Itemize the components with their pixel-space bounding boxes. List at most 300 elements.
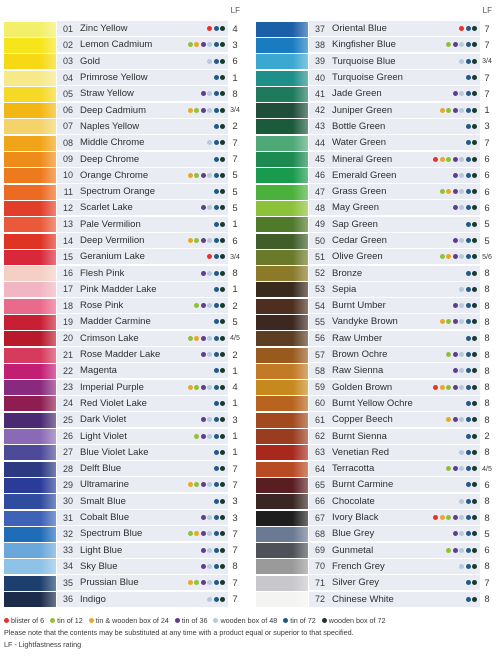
availability-dot-icon xyxy=(472,385,477,390)
right-column xyxy=(256,0,494,608)
availability-dots xyxy=(214,222,226,227)
color-swatch xyxy=(4,576,56,591)
color-swatch xyxy=(256,543,308,558)
availability-dot-icon xyxy=(472,548,477,553)
color-swatch xyxy=(4,87,56,102)
availability-dot-icon xyxy=(220,597,225,602)
availability-dot-icon xyxy=(472,222,477,227)
lightfastness-rating: 7 xyxy=(232,154,238,166)
availability-dot-icon xyxy=(194,434,199,439)
availability-dot-icon xyxy=(214,254,219,259)
color-swatch xyxy=(4,380,56,395)
availability-dot-icon xyxy=(446,157,451,162)
color-row xyxy=(4,575,242,591)
color-name: Deep Cadmium xyxy=(80,104,146,116)
left-column xyxy=(4,0,242,608)
availability-dots xyxy=(214,466,226,471)
color-label-bar xyxy=(309,152,480,168)
availability-dot-icon xyxy=(220,580,225,585)
color-name: Rose Madder Lake xyxy=(80,349,161,361)
color-label-bar xyxy=(309,396,480,412)
color-swatch xyxy=(256,559,308,574)
color-name: Spectrum Blue xyxy=(80,528,143,540)
color-name: Sky Blue xyxy=(80,560,118,572)
color-name: Oriental Blue xyxy=(332,23,387,35)
availability-dots xyxy=(440,108,478,113)
color-row xyxy=(4,54,242,70)
availability-dot-icon xyxy=(466,124,471,129)
availability-dot-icon xyxy=(214,26,219,31)
legend-item xyxy=(175,616,208,625)
availability-dot-icon xyxy=(220,75,225,80)
color-number: 51 xyxy=(314,251,325,262)
availability-dot-icon xyxy=(220,173,225,178)
availability-dot-icon xyxy=(220,238,225,243)
availability-dot-icon xyxy=(214,385,219,390)
availability-dot-icon xyxy=(201,482,206,487)
color-swatch xyxy=(256,462,308,477)
availability-dot-icon xyxy=(472,515,477,520)
lightfastness-rating: 8 xyxy=(484,414,490,426)
color-name: Turquoise Blue xyxy=(332,55,396,67)
availability-dot-icon xyxy=(214,108,219,113)
availability-dot-icon xyxy=(220,287,225,292)
color-label-bar xyxy=(57,249,228,265)
availability-dot-icon xyxy=(440,319,445,324)
color-row xyxy=(256,428,494,444)
color-label-bar xyxy=(57,331,228,347)
color-label-bar xyxy=(309,168,480,184)
color-name: Scarlet Lake xyxy=(80,202,133,214)
lightfastness-rating: 3 xyxy=(232,496,238,508)
availability-dot-icon xyxy=(220,352,225,357)
availability-dot-icon xyxy=(466,189,471,194)
color-row xyxy=(256,331,494,347)
color-swatch xyxy=(256,429,308,444)
color-name: Deep Chrome xyxy=(80,153,140,165)
availability-dot-icon xyxy=(459,385,464,390)
availability-dot-icon xyxy=(466,417,471,422)
availability-dot-icon xyxy=(466,368,471,373)
lightfastness-rating: 6 xyxy=(232,56,238,68)
color-swatch xyxy=(256,527,308,542)
availability-dot-icon xyxy=(472,124,477,129)
availability-dot-icon xyxy=(459,173,464,178)
availability-dot-icon xyxy=(466,59,471,64)
availability-dot-icon xyxy=(207,336,212,341)
color-name: Raw Sienna xyxy=(332,365,384,377)
legend-label: tin of 36 xyxy=(181,616,208,625)
lightfastness-rating: 4 xyxy=(232,23,238,35)
availability-dots xyxy=(201,91,226,96)
color-row xyxy=(256,282,494,298)
availability-dots xyxy=(214,157,226,162)
lightfastness-rating: 2 xyxy=(232,349,238,361)
availability-dot-icon xyxy=(472,271,477,276)
color-label-bar xyxy=(57,54,228,70)
color-number: 14 xyxy=(62,235,73,246)
availability-dot-icon xyxy=(472,157,477,162)
color-name: Sap Green xyxy=(332,218,378,230)
color-label-bar xyxy=(309,559,480,575)
availability-dot-icon xyxy=(453,548,458,553)
color-label-bar xyxy=(309,233,480,249)
lightfastness-rating: 3 xyxy=(232,414,238,426)
color-number: 67 xyxy=(314,512,325,523)
color-label-bar xyxy=(57,86,228,102)
color-number: 52 xyxy=(314,268,325,279)
color-number: 49 xyxy=(314,219,325,230)
color-swatch xyxy=(4,234,56,249)
color-row xyxy=(256,477,494,493)
availability-dot-icon xyxy=(220,189,225,194)
availability-dot-icon xyxy=(472,434,477,439)
availability-dots xyxy=(201,352,226,357)
color-swatch xyxy=(256,87,308,102)
availability-dot-icon xyxy=(459,368,464,373)
color-label-bar xyxy=(309,461,480,477)
color-swatch xyxy=(256,250,308,265)
availability-dot-icon xyxy=(472,26,477,31)
lightfastness-rating: 4/5 xyxy=(230,335,240,343)
availability-dot-icon xyxy=(194,108,199,113)
color-swatch xyxy=(4,54,56,69)
color-name: Gunmetal xyxy=(332,544,374,556)
lightfastness-rating: 2 xyxy=(232,121,238,133)
color-number: 08 xyxy=(62,137,73,148)
color-row xyxy=(256,119,494,135)
availability-dots xyxy=(459,59,477,64)
color-number: 41 xyxy=(314,88,325,99)
color-row xyxy=(256,70,494,86)
color-swatch xyxy=(256,348,308,363)
availability-dot-icon xyxy=(214,42,219,47)
availability-dot-icon xyxy=(466,140,471,145)
color-label-bar xyxy=(309,347,480,363)
color-name: Red Violet Lake xyxy=(80,397,147,409)
lightfastness-rating: 7 xyxy=(232,577,238,589)
availability-dot-icon xyxy=(207,26,212,31)
availability-dot-icon xyxy=(459,548,464,553)
color-row xyxy=(256,37,494,53)
color-number: 26 xyxy=(62,431,73,442)
availability-dot-icon xyxy=(207,91,212,96)
color-swatch xyxy=(256,592,308,607)
availability-dot-icon xyxy=(459,303,464,308)
color-number: 27 xyxy=(62,447,73,458)
availability-dot-icon xyxy=(433,515,438,520)
color-label-bar xyxy=(57,575,228,591)
availability-dots xyxy=(466,597,478,602)
color-label-bar xyxy=(57,396,228,412)
color-label-bar xyxy=(309,494,480,510)
availability-dot-icon xyxy=(220,401,225,406)
availability-dot-icon xyxy=(446,189,451,194)
color-name: Indigo xyxy=(80,593,106,605)
color-number: 57 xyxy=(314,349,325,360)
color-row xyxy=(256,21,494,37)
color-number: 30 xyxy=(62,496,73,507)
color-row xyxy=(4,168,242,184)
lightfastness-rating: 7 xyxy=(484,39,490,51)
color-swatch xyxy=(4,71,56,86)
lightfastness-rating: 5/6 xyxy=(482,253,492,261)
color-number: 24 xyxy=(62,398,73,409)
legend-label: wooden box of 72 xyxy=(328,616,386,625)
availability-dot-icon xyxy=(453,173,458,178)
color-row xyxy=(4,526,242,542)
lightfastness-rating: 3 xyxy=(232,39,238,51)
color-number: 65 xyxy=(314,479,325,490)
color-label-bar xyxy=(309,477,480,493)
legend-label: tin of 72 xyxy=(290,616,316,625)
color-row xyxy=(4,396,242,412)
lightfastness-rating: 1 xyxy=(484,105,490,117)
lightfastness-rating: 5 xyxy=(232,186,238,198)
color-label-bar xyxy=(57,347,228,363)
color-swatch xyxy=(4,266,56,281)
availability-dot-icon xyxy=(214,564,219,569)
lightfastness-rating: 7 xyxy=(484,137,490,149)
color-number: 37 xyxy=(314,23,325,34)
availability-dot-icon xyxy=(453,91,458,96)
color-swatch xyxy=(256,315,308,330)
color-row xyxy=(256,543,494,559)
color-swatch xyxy=(4,445,56,460)
availability-dot-icon xyxy=(459,108,464,113)
color-row xyxy=(4,200,242,216)
availability-dots xyxy=(214,319,226,324)
color-name: Straw Yellow xyxy=(80,88,134,100)
color-label-bar xyxy=(57,103,228,119)
availability-dot-icon xyxy=(207,140,212,145)
color-label-bar xyxy=(57,37,228,53)
availability-dot-icon xyxy=(207,580,212,585)
color-swatch xyxy=(256,136,308,151)
availability-dots xyxy=(446,352,477,357)
color-name: Light Blue xyxy=(80,544,123,556)
lightfastness-rating: 7 xyxy=(232,463,238,475)
color-swatch xyxy=(256,22,308,37)
color-number: 53 xyxy=(314,284,325,295)
availability-dot-icon xyxy=(194,336,199,341)
color-row xyxy=(256,494,494,510)
availability-dots xyxy=(466,580,478,585)
availability-dot-icon xyxy=(466,205,471,210)
availability-dots xyxy=(459,450,477,455)
color-label-bar xyxy=(57,184,228,200)
availability-dot-icon xyxy=(466,91,471,96)
availability-dot-icon xyxy=(459,417,464,422)
availability-dot-icon xyxy=(440,157,445,162)
color-name: Mineral Green xyxy=(332,153,393,165)
availability-dot-icon xyxy=(220,319,225,324)
color-label-bar xyxy=(57,526,228,542)
color-number: 22 xyxy=(62,365,73,376)
availability-dot-icon xyxy=(194,482,199,487)
color-name: May Green xyxy=(332,202,379,214)
color-swatch xyxy=(4,282,56,297)
color-name: Ultramarine xyxy=(80,479,130,491)
legend-dot-icon xyxy=(322,618,327,623)
availability-dot-icon xyxy=(214,157,219,162)
availability-dot-icon xyxy=(472,254,477,259)
color-number: 70 xyxy=(314,561,325,572)
availability-dot-icon xyxy=(201,385,206,390)
color-number: 64 xyxy=(314,463,325,474)
color-number: 21 xyxy=(62,349,73,360)
color-label-bar xyxy=(57,494,228,510)
availability-dots xyxy=(207,26,225,31)
availability-dot-icon xyxy=(466,580,471,585)
availability-dot-icon xyxy=(459,26,464,31)
availability-dot-icon xyxy=(201,205,206,210)
color-row xyxy=(4,412,242,428)
availability-dot-icon xyxy=(440,108,445,113)
color-label-bar xyxy=(309,184,480,200)
availability-dots xyxy=(201,515,226,520)
availability-dots xyxy=(207,597,225,602)
color-name: Imperial Purple xyxy=(80,381,144,393)
availability-dot-icon xyxy=(440,385,445,390)
color-name: Burnt Yellow Ochre xyxy=(332,397,413,409)
availability-dot-icon xyxy=(459,352,464,357)
availability-dot-icon xyxy=(214,91,219,96)
color-row xyxy=(256,86,494,102)
color-swatch xyxy=(256,494,308,509)
availability-dot-icon xyxy=(194,580,199,585)
availability-dot-icon xyxy=(220,140,225,145)
color-swatch xyxy=(256,38,308,53)
lightfastness-rating: 8 xyxy=(484,561,490,573)
color-swatch xyxy=(256,299,308,314)
color-number: 46 xyxy=(314,170,325,181)
availability-dot-icon xyxy=(201,352,206,357)
color-row xyxy=(4,331,242,347)
availability-dot-icon xyxy=(207,238,212,243)
availability-dot-icon xyxy=(453,157,458,162)
color-label-bar xyxy=(309,21,480,37)
color-row xyxy=(4,314,242,330)
color-row xyxy=(256,151,494,167)
color-name: Spectrum Orange xyxy=(80,186,155,198)
availability-dot-icon xyxy=(453,303,458,308)
availability-dot-icon xyxy=(214,303,219,308)
legend-dot-icon xyxy=(175,618,180,623)
availability-dot-icon xyxy=(207,42,212,47)
color-name: Olive Green xyxy=(332,251,383,263)
legend-item xyxy=(89,616,169,625)
color-row xyxy=(4,70,242,86)
lightfastness-rating: 6 xyxy=(232,235,238,247)
color-row xyxy=(256,54,494,70)
lightfastness-rating: 7 xyxy=(232,594,238,606)
color-row xyxy=(256,445,494,461)
availability-dots xyxy=(466,434,478,439)
lf-header-label: LF xyxy=(482,6,492,15)
availability-dot-icon xyxy=(220,515,225,520)
legend-label: tin of 12 xyxy=(57,616,83,625)
color-list-right xyxy=(256,21,494,608)
availability-dots xyxy=(466,75,478,80)
color-name: Bronze xyxy=(332,267,363,279)
availability-dot-icon xyxy=(446,319,451,324)
availability-dot-icon xyxy=(194,303,199,308)
color-number: 11 xyxy=(63,186,73,197)
color-swatch xyxy=(4,22,56,37)
color-label-bar xyxy=(309,135,480,151)
color-label-bar xyxy=(57,152,228,168)
color-row xyxy=(256,591,494,607)
availability-dot-icon xyxy=(472,189,477,194)
color-number: 17 xyxy=(62,284,73,295)
availability-dot-icon xyxy=(220,450,225,455)
availability-dot-icon xyxy=(446,417,451,422)
availability-dots xyxy=(188,482,226,487)
color-swatch xyxy=(4,185,56,200)
availability-dot-icon xyxy=(466,385,471,390)
availability-dot-icon xyxy=(459,42,464,47)
color-number: 09 xyxy=(62,154,73,165)
availability-dots xyxy=(453,238,478,243)
availability-dot-icon xyxy=(453,238,458,243)
availability-dot-icon xyxy=(214,597,219,602)
color-name: Grass Green xyxy=(332,186,387,198)
lightfastness-rating: 8 xyxy=(484,349,490,361)
availability-dot-icon xyxy=(214,352,219,357)
availability-dot-icon xyxy=(220,482,225,487)
availability-dot-icon xyxy=(472,482,477,487)
color-row xyxy=(256,363,494,379)
availability-dot-icon xyxy=(201,336,206,341)
availability-dot-icon xyxy=(466,254,471,259)
availability-dot-icon xyxy=(472,140,477,145)
color-row xyxy=(4,151,242,167)
color-number: 45 xyxy=(314,154,325,165)
color-number: 23 xyxy=(62,382,73,393)
color-name: Naples Yellow xyxy=(80,120,140,132)
availability-dot-icon xyxy=(466,531,471,536)
color-number: 36 xyxy=(62,594,73,605)
availability-dot-icon xyxy=(207,303,212,308)
availability-dot-icon xyxy=(440,515,445,520)
color-row xyxy=(4,249,242,265)
color-label-bar xyxy=(309,314,480,330)
availability-dot-icon xyxy=(453,108,458,113)
color-name: Copper Beech xyxy=(332,414,393,426)
legend-key xyxy=(4,616,496,625)
color-row xyxy=(4,510,242,526)
lightfastness-rating: 8 xyxy=(484,512,490,524)
availability-dot-icon xyxy=(472,597,477,602)
lightfastness-rating: 5 xyxy=(232,170,238,182)
color-name: Lemon Cadmium xyxy=(80,39,153,51)
lightfastness-rating: 6 xyxy=(484,186,490,198)
color-number: 68 xyxy=(314,528,325,539)
availability-dot-icon xyxy=(446,385,451,390)
availability-dots xyxy=(459,564,477,569)
lightfastness-rating: 4 xyxy=(232,382,238,394)
color-number: 42 xyxy=(314,105,325,116)
availability-dot-icon xyxy=(459,254,464,259)
lightfastness-rating: 1 xyxy=(232,431,238,443)
color-name: Water Green xyxy=(332,137,387,149)
availability-dots xyxy=(466,482,478,487)
color-swatch xyxy=(4,494,56,509)
color-swatch xyxy=(4,136,56,151)
availability-dot-icon xyxy=(453,531,458,536)
color-swatch xyxy=(4,250,56,265)
